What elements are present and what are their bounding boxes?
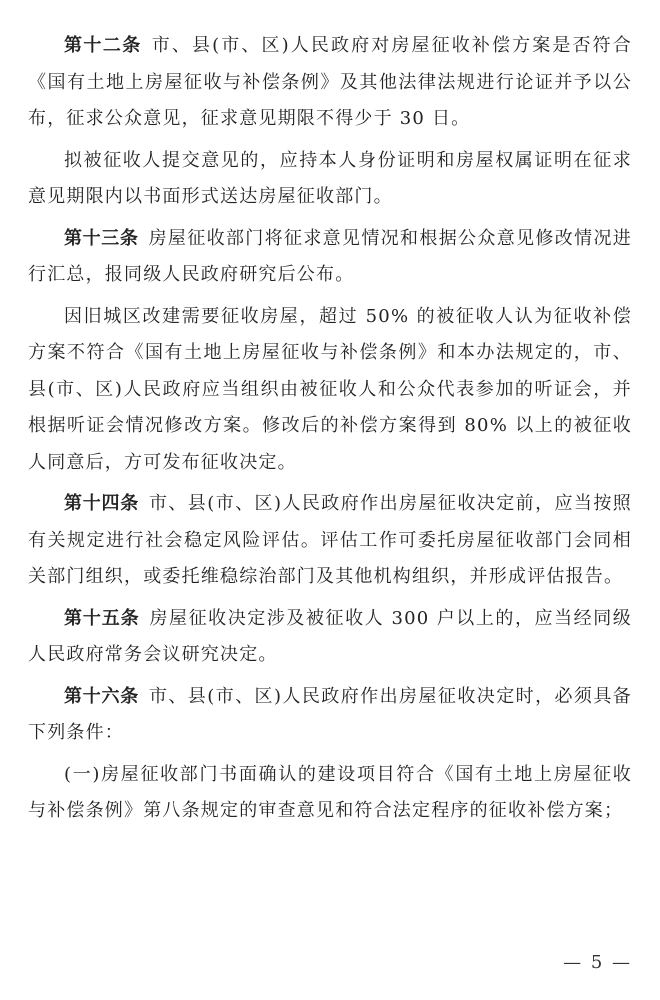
paragraph-article-16	[28, 679, 632, 752]
paragraph-text: 市、县(市、区)人民政府作出房屋征收决定前，应当按照有关规定进行社会稳定风险评估。评估工作可委托房屋征收部门会同相关部门组织，或委托维稳综治部门及其他机构组织，并形成评估报告。	[28, 493, 632, 587]
paragraph-article-16-item-1	[28, 757, 632, 830]
page-number: — 5 —	[563, 952, 632, 973]
article-heading: 第十四条	[64, 493, 139, 514]
paragraph-article-12-cont	[28, 143, 632, 216]
paragraph-article-12	[28, 28, 632, 138]
paragraph-text: 因旧城区改建需要征收房屋，超过 50% 的被征收人认为征收补偿方案不符合《国有土地上房屋征收与补偿条例》和本办法规定的，市、县(市、区)人民政府应当组织由被征收人和公众代表参加的听证会，并根据听证会情况修改方案。修改后的补偿方案得到 80% 以上的被征收人同意后，方可发布征收决定。	[28, 305, 632, 473]
paragraph-text: 市、县(市、区)人民政府对房屋征收补偿方案是否符合《国有土地上房屋征收与补偿条例》及其他法律法规进行论证并予以公布，征求公众意见，征求意见期限不得少于 30 日。	[28, 35, 633, 129]
paragraph-article-15	[28, 601, 632, 674]
paragraph-article-14	[28, 486, 632, 596]
article-heading: 第十三条	[64, 227, 139, 249]
paragraph-text: 房屋征收决定涉及被征收人 300 户以上的，应当经同级人民政府常务会议研究决定。	[28, 607, 632, 665]
article-heading: 第十五条	[64, 607, 140, 629]
paragraph-text: 房屋征收部门将征求意见情况和根据公众意见修改情况进行汇总，报同级人民政府研究后公布。	[28, 227, 633, 285]
paragraph-text: 拟被征收人提交意见的，应持本人身份证明和房屋权属证明在征求意见期限内以书面形式送达房屋征收部门。	[28, 149, 632, 207]
paragraph-article-13	[28, 221, 632, 294]
paragraph-article-13-cont	[28, 299, 632, 482]
paragraph-text: 市、县(市、区)人民政府作出房屋征收决定时，必须具备下列条件：	[28, 685, 632, 743]
paragraph-text: (一)房屋征收部门书面确认的建设项目符合《国有土地上房屋征收与补偿条例》第八条规定的审查意见和符合法定程序的征收补偿方案；	[28, 763, 632, 821]
article-heading: 第十六条	[64, 685, 139, 707]
article-heading: 第十二条	[64, 35, 142, 56]
